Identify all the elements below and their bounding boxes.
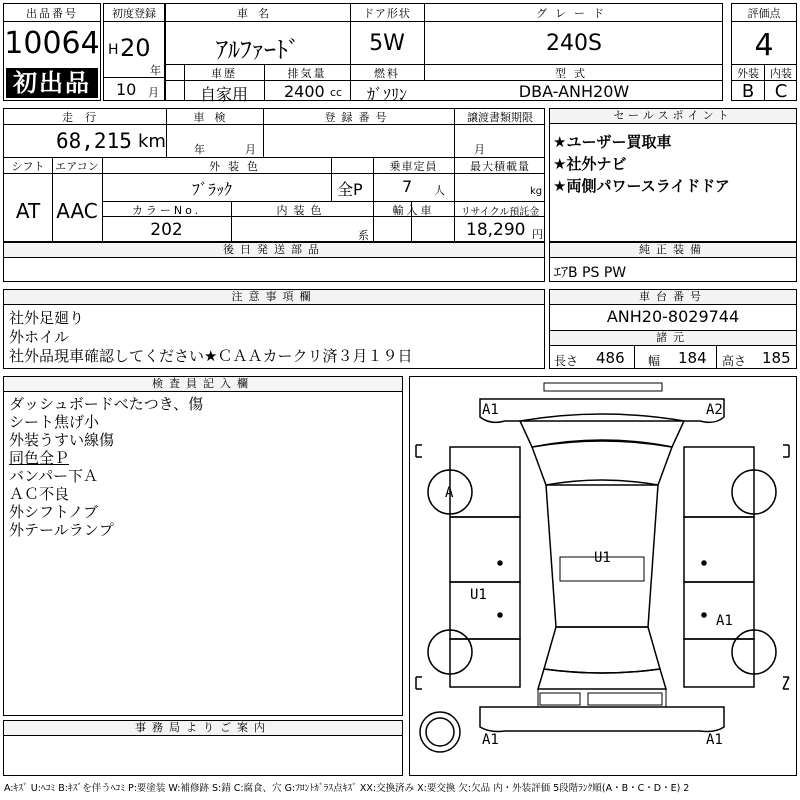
ac-label: エアコン	[55, 160, 99, 173]
car-diagram	[410, 377, 795, 774]
first-registration-box	[103, 3, 165, 101]
max-load-label: 最大積載量	[470, 160, 530, 173]
year-unit: 年	[150, 64, 161, 77]
mark-front-right: A2	[706, 402, 723, 418]
recycle-unit: 円	[532, 228, 543, 241]
interior-label: 内装	[770, 67, 792, 80]
fuel-label: 燃料	[374, 67, 400, 80]
width-label: 幅	[648, 354, 661, 368]
capacity: 7	[402, 177, 413, 196]
equipment-label: 純正装備	[550, 243, 796, 258]
model: DBA-ANH20W	[518, 82, 630, 101]
rear-bumper-outline	[480, 707, 724, 732]
shift: AT	[15, 199, 41, 223]
history-label: 車歴	[211, 67, 237, 80]
right-rear-door	[684, 582, 754, 639]
displacement-unit: cc	[330, 86, 343, 99]
interior-color-label: 内装色	[276, 204, 328, 217]
rear-hatch	[538, 669, 666, 689]
rear-glass	[544, 627, 660, 673]
score: 4	[754, 28, 774, 63]
transfer-month-unit: 月	[474, 143, 485, 156]
inspector-label: 検査員記入欄	[4, 377, 402, 392]
length: 486	[596, 349, 625, 367]
height-label: 高さ	[722, 354, 747, 368]
inspector-line-2: シート焦げ小	[9, 413, 100, 431]
color: ﾌﾞﾗｯｸ	[192, 180, 233, 199]
hood	[520, 414, 684, 447]
left-front-fender	[450, 447, 520, 517]
displacement-label: 排気量	[287, 67, 327, 80]
reg-year: 20	[120, 34, 151, 62]
caution-line-3: 社外品現車確認してください★ＣＡＡカークリ済３月１９日	[9, 347, 413, 365]
shift-label: シフト	[11, 160, 45, 173]
office-label: 事務局よりご案内	[4, 721, 402, 736]
exterior-label: 外装	[737, 67, 759, 80]
mark-left-front-wheel: A	[445, 485, 454, 501]
license-plate-area	[540, 693, 580, 705]
score-label: 評価点	[747, 7, 781, 20]
left-front-door	[450, 517, 520, 582]
mark-front-left: A1	[482, 402, 499, 418]
era: H	[108, 42, 119, 58]
inspector-box	[3, 376, 403, 716]
capacity-label: 乗車定員	[389, 160, 438, 173]
sales-points-box	[549, 108, 797, 242]
mark-rear-right: A1	[706, 732, 723, 748]
fuel: ｶﾞｿﾘﾝ	[366, 85, 407, 104]
front-outline	[480, 399, 724, 422]
caution-box	[3, 289, 545, 369]
caution-label: 注意事項欄	[4, 290, 544, 305]
car-name: ｱﾙﾌｧｰﾄﾞ	[216, 36, 300, 64]
caution-line-2: 外ホイル	[9, 328, 70, 346]
lot-number-label: 出品番号	[26, 7, 78, 20]
month-unit: 月	[148, 86, 159, 99]
inspector-line-4: 同色全Ｐ	[9, 449, 70, 467]
reg-no-label: 登録番号	[324, 111, 393, 124]
displacement: 2400	[284, 82, 325, 101]
exterior-grade: B	[741, 81, 755, 102]
model-label: 型式	[555, 67, 593, 80]
transfer-doc-label: 譲渡書類期限	[467, 111, 533, 124]
office-box	[3, 720, 403, 776]
inspector-line-7: 外シフトノブ	[9, 503, 99, 521]
color-no-label: カラーNo.	[131, 204, 202, 217]
right-front-door	[684, 517, 754, 582]
length-label: 長さ	[554, 354, 579, 368]
specs-box	[3, 108, 545, 242]
capacity-unit: 人	[434, 184, 445, 197]
car-name-label: 車名	[237, 7, 279, 20]
door-type: 5W	[369, 31, 405, 56]
door-type-label: ドア形状	[363, 7, 411, 20]
inspector-line-3: 外装うすい線傷	[9, 431, 115, 449]
import-label: 輸入車	[392, 204, 435, 217]
ac: AAC	[56, 199, 98, 223]
car-diagram-box	[409, 376, 797, 776]
lot-number: 10064	[4, 26, 100, 61]
height: 185	[762, 349, 791, 367]
grade-label: グレード	[536, 7, 612, 20]
later-parts-label: 後日発送部品	[4, 243, 544, 258]
equipment-box	[549, 242, 797, 282]
mark-right-rear: A1	[716, 613, 733, 629]
legend: A:ｷｽﾞ U:ﾍｺﾐ B:ｷｽﾞを伴うﾍｺﾐ P:要塗装 W:補修跡 S:錆 C:腐食、穴 G:ﾌﾛﾝﾄｶﾞﾗｽ点ｷｽﾞ XX:交換済み X:要交換 欠:欠品 内・外装評価 5段階ﾗﾝｸ順(A・B・C・D・E) 2	[4, 783, 690, 794]
color-no: 202	[150, 220, 183, 240]
sales-point-2: ★社外ナビ	[553, 155, 627, 173]
vehicle-header-box	[165, 3, 723, 104]
inspection-label: 車検	[193, 111, 236, 124]
first-listing-badge: 初出品	[6, 68, 98, 98]
windshield	[532, 440, 672, 485]
reg-month: 10	[116, 80, 137, 99]
inspection-month-unit: 月	[245, 143, 256, 156]
color-same: 全P	[337, 180, 363, 199]
inspector-line-6: ＡＣ不良	[9, 485, 70, 503]
mark-rear-left: A1	[482, 732, 499, 748]
later-parts-box	[3, 242, 545, 282]
chassis-box	[549, 289, 797, 369]
lot-number-box	[3, 3, 101, 101]
mark-roof: U1	[594, 550, 611, 566]
history: 自家用	[199, 85, 248, 104]
sales-points-label: セールスポイント	[550, 109, 796, 124]
mark-left-rear-door: U1	[470, 587, 487, 603]
caution-line-1: 社外足廻り	[9, 309, 85, 327]
width: 184	[678, 349, 707, 367]
equipment-value: ｴｱB PS PW	[554, 265, 627, 281]
inspector-line-1: ダッシュボードべたつき、傷	[9, 395, 204, 413]
color-label: 外装色	[209, 160, 266, 173]
interior-color-unit: 系	[358, 229, 369, 242]
recycle-label: リサイクル預託金	[460, 207, 540, 218]
mileage-label: 走行	[62, 111, 108, 124]
inspection-year-unit: 年	[194, 143, 205, 156]
right-front-fender	[684, 447, 754, 517]
max-load-unit: kg	[530, 186, 543, 197]
mileage: 68,215	[56, 129, 132, 153]
chassis-label: 車台番号	[550, 290, 796, 305]
right-rear-quarter	[684, 639, 754, 687]
sales-point-1: ★ユーザー買取車	[553, 133, 672, 151]
front-bumper	[544, 383, 662, 391]
grade: 240S	[546, 31, 602, 56]
score-box	[731, 3, 797, 101]
recycle: 18,290	[466, 220, 526, 240]
interior-grade: C	[774, 81, 788, 102]
sales-point-3: ★両側パワースライドドア	[553, 177, 730, 195]
chassis-number: ANH20-8029744	[606, 307, 740, 326]
mileage-unit: km	[138, 131, 166, 152]
first-reg-label: 初度登録	[112, 7, 156, 20]
inspector-line-5: バンパー下Ａ	[9, 467, 98, 485]
dims-label: 諸元	[550, 330, 796, 346]
inspector-line-8: 外テールランプ	[9, 521, 114, 539]
rear-bumper	[538, 689, 666, 707]
left-rear-quarter	[450, 639, 520, 687]
